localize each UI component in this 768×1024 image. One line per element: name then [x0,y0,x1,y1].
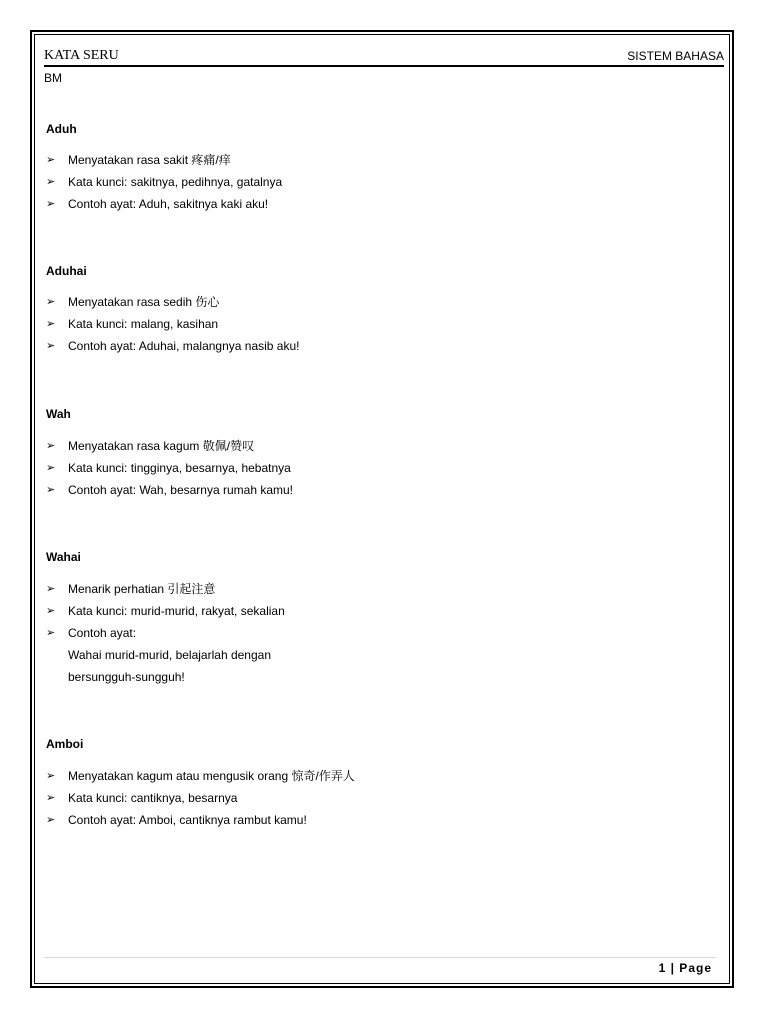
list-item [46,435,293,457]
list-item-text: Kata kunci: murid-murid, rakyat, sekalian [68,604,285,618]
list-item-text: Kata kunci: tingginya, besarnya, hebatnya [68,461,291,475]
header-title: KATA SERU [44,48,119,63]
arrow-bullet-icon: ➢ [46,605,56,617]
arrow-bullet-icon: ➢ [46,627,56,639]
list-item [46,193,282,215]
list-item-text: Menyatakan kagum atau mengusik orang 惊奇/作弄人 [68,769,355,783]
footer-rule [44,957,716,958]
arrow-bullet-icon: ➢ [46,792,56,804]
arrow-bullet-icon: ➢ [46,176,56,188]
header-rule [44,65,724,67]
list-item-text: Contoh ayat: Aduh, sakitnya kaki aku! [68,197,269,211]
header-subject: SISTEM BAHASA [627,49,724,63]
list-item-text: Contoh ayat: Wah, besarnya rumah kamu! [68,483,293,497]
list-item [46,335,300,357]
list-item [46,765,355,787]
list-item-text: Menyatakan rasa kagum 敬佩/赞叹 [68,439,255,453]
example-sentence-line-1: Wahai murid-murid, belajarlah dengan [68,648,271,662]
section-list-wahai [46,578,285,688]
list-item-text: Contoh ayat: Amboi, cantiknya rambut kamu! [68,813,307,827]
arrow-bullet-icon: ➢ [46,440,56,452]
section-title-aduhai: Aduhai [46,264,87,278]
arrow-bullet-icon: ➢ [46,154,56,166]
section-list-aduh [46,149,282,215]
list-item-text: Kata kunci: sakitnya, pedihnya, gatalnya [68,175,283,189]
section-list-aduhai [46,291,300,357]
arrow-bullet-icon: ➢ [46,340,56,352]
list-item [46,457,293,479]
list-item-text: Kata kunci: cantiknya, besarnya [68,791,238,805]
list-item-text: Contoh ayat: Aduhai, malangnya nasib aku! [68,339,300,353]
arrow-bullet-icon: ➢ [46,484,56,496]
list-item-text: Menyatakan rasa sakit 疼痛/痒 [68,153,231,167]
list-item [46,809,355,831]
arrow-bullet-icon: ➢ [46,583,56,595]
list-item [46,787,355,809]
list-item [46,313,300,335]
list-item [46,149,282,171]
arrow-bullet-icon: ➢ [46,318,56,330]
list-item [46,479,293,501]
section-list-amboi [46,765,355,831]
arrow-bullet-icon: ➢ [46,770,56,782]
page-number: 1 | Page [658,961,712,975]
section-title-wahai: Wahai [46,550,81,564]
page-header [44,46,724,66]
section-title-aduh: Aduh [46,122,77,136]
list-item-text: Menyatakan rasa sedih 伤心 [68,295,220,309]
subject-label: BM [44,71,62,85]
list-item-text: Contoh ayat: [68,626,137,640]
arrow-bullet-icon: ➢ [46,198,56,210]
section-title-wah: Wah [46,407,71,421]
list-item [46,291,300,313]
list-item [46,578,285,600]
list-item-text: Menarik perhatian 引起注意 [68,582,216,596]
list-item [46,622,285,688]
section-title-amboi: Amboi [46,737,84,751]
list-item [46,600,285,622]
list-item [46,171,282,193]
section-list-wah [46,435,293,501]
list-item-text: Kata kunci: malang, kasihan [68,317,219,331]
arrow-bullet-icon: ➢ [46,296,56,308]
example-sentence-line-2: bersungguh-sungguh! [68,670,185,684]
arrow-bullet-icon: ➢ [46,814,56,826]
arrow-bullet-icon: ➢ [46,462,56,474]
